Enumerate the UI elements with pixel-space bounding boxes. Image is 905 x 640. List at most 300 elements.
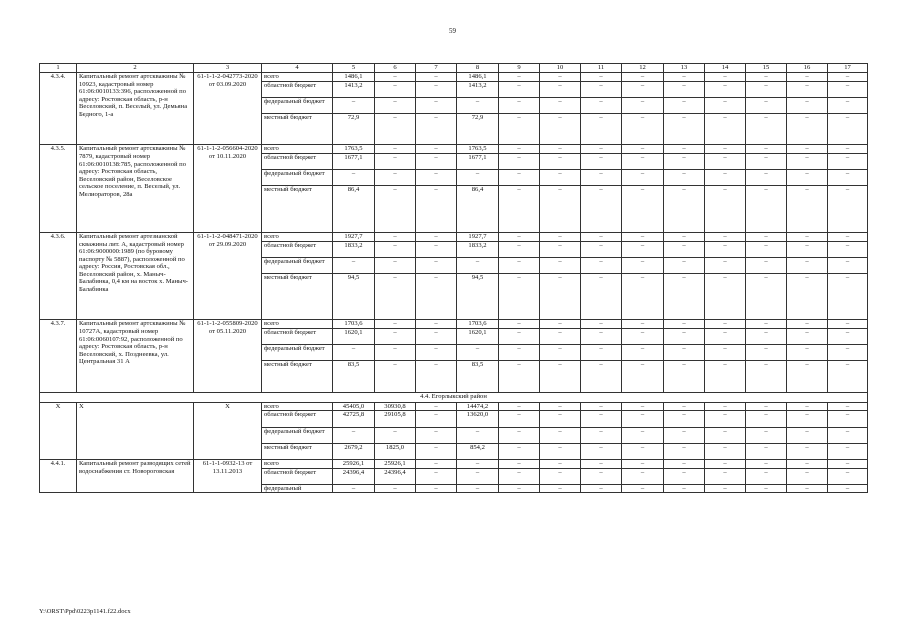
item-code: 4.3.6.	[40, 232, 77, 320]
value-cell: –	[828, 427, 868, 443]
value-cell: –	[787, 443, 828, 459]
value-cell: –	[499, 170, 540, 186]
value-cell: –	[622, 241, 664, 257]
value-cell: –	[828, 232, 868, 241]
budget-label: федеральный бюджет	[262, 170, 333, 186]
value-cell: –	[746, 460, 787, 469]
value-cell: –	[499, 443, 540, 459]
column-header: 7	[416, 64, 457, 73]
value-cell: 94,5	[333, 273, 375, 320]
value-cell: –	[828, 402, 868, 411]
value-cell: –	[705, 345, 746, 361]
value-cell: –	[828, 145, 868, 154]
value-cell: –	[540, 460, 581, 469]
value-cell: –	[416, 402, 457, 411]
value-cell: –	[499, 460, 540, 469]
value-cell: –	[828, 273, 868, 320]
value-cell: –	[705, 153, 746, 169]
value-cell: –	[622, 153, 664, 169]
value-cell: –	[622, 145, 664, 154]
value-cell: –	[828, 97, 868, 113]
value-cell: –	[664, 402, 705, 411]
value-cell: –	[457, 345, 499, 361]
value-cell: –	[622, 73, 664, 82]
column-header: 17	[828, 64, 868, 73]
value-cell: –	[664, 186, 705, 233]
value-cell: –	[499, 145, 540, 154]
value-cell: 83,5	[333, 361, 375, 392]
value-cell: 29105,8	[375, 411, 416, 427]
value-cell: –	[416, 443, 457, 459]
value-cell: –	[457, 257, 499, 273]
item-document: 61-1-1-2-042773-2020 от 03.09.2020	[194, 73, 262, 145]
value-cell: –	[499, 113, 540, 144]
value-cell: 14474,2	[457, 402, 499, 411]
value-cell: –	[581, 320, 622, 329]
value-cell: –	[828, 81, 868, 97]
value-cell: –	[787, 361, 828, 392]
value-cell: –	[375, 320, 416, 329]
value-cell: –	[375, 484, 416, 493]
value-cell: –	[664, 241, 705, 257]
value-cell: –	[787, 468, 828, 484]
value-cell: –	[416, 329, 457, 345]
value-cell: 72,9	[457, 113, 499, 144]
value-cell: –	[622, 460, 664, 469]
value-cell: –	[787, 460, 828, 469]
value-cell: –	[416, 81, 457, 97]
column-header: 1	[40, 64, 77, 73]
value-cell: 1825,0	[375, 443, 416, 459]
value-cell: –	[499, 153, 540, 169]
value-cell: –	[664, 484, 705, 493]
budget-label: федеральный бюджет	[262, 257, 333, 273]
value-cell: –	[540, 273, 581, 320]
item-description: Х	[77, 402, 194, 459]
value-cell: –	[581, 257, 622, 273]
value-cell: 25926,1	[333, 460, 375, 469]
value-cell: –	[622, 257, 664, 273]
value-cell: –	[828, 73, 868, 82]
column-header: 11	[581, 64, 622, 73]
value-cell: –	[664, 232, 705, 241]
value-cell: 1703,6	[333, 320, 375, 329]
value-cell: –	[787, 73, 828, 82]
value-cell: –	[375, 153, 416, 169]
budget-label: всего	[262, 460, 333, 469]
value-cell: –	[787, 241, 828, 257]
value-cell: –	[622, 411, 664, 427]
value-cell: –	[664, 427, 705, 443]
value-cell: –	[457, 468, 499, 484]
value-cell: 1677,1	[333, 153, 375, 169]
value-cell: –	[787, 186, 828, 233]
item-description: Капитальный ремонт артскважины № 10923, кадастровый номер 61:06:0010133:396, расположенной по адресу: Ростовская область, р-н Веселовский, п. Веселый, ул. Демьяна Бедного, 1-а	[77, 73, 194, 145]
value-cell: –	[622, 186, 664, 233]
value-cell: 1677,1	[457, 153, 499, 169]
value-cell: –	[705, 97, 746, 113]
value-cell: –	[705, 329, 746, 345]
value-cell: –	[416, 153, 457, 169]
value-cell: –	[540, 320, 581, 329]
funding-table	[39, 63, 868, 493]
value-cell: –	[787, 427, 828, 443]
value-cell: –	[375, 170, 416, 186]
value-cell: 1763,5	[457, 145, 499, 154]
value-cell: –	[540, 241, 581, 257]
column-header: 3	[194, 64, 262, 73]
value-cell: –	[581, 73, 622, 82]
value-cell: –	[416, 241, 457, 257]
value-cell: –	[664, 145, 705, 154]
value-cell: –	[581, 402, 622, 411]
column-header: 5	[333, 64, 375, 73]
value-cell: 24396,4	[333, 468, 375, 484]
value-cell: –	[746, 273, 787, 320]
item-description: Капитальный ремонт артскважины № 10727А, кадастровый номер 61:06:0060107:92, расположенной по адресу: Ростовская область, р-н Веселовский, х. Позднеевка, ул. Центральная 31 А	[77, 320, 194, 392]
budget-label: федеральный бюджет	[262, 427, 333, 443]
value-cell: –	[416, 468, 457, 484]
value-cell: 42725,8	[333, 411, 375, 427]
page-number: 59	[449, 27, 456, 35]
value-cell: 1413,2	[333, 81, 375, 97]
value-cell: –	[664, 113, 705, 144]
value-cell: –	[416, 345, 457, 361]
budget-label: всего	[262, 145, 333, 154]
value-cell: –	[622, 427, 664, 443]
value-cell: –	[499, 186, 540, 233]
table-row	[40, 145, 868, 154]
value-cell: –	[540, 145, 581, 154]
value-cell: –	[499, 257, 540, 273]
item-document: 61-1-1-2-048471-2020 от 29.09.2020	[194, 232, 262, 320]
column-header: 4	[262, 64, 333, 73]
value-cell: –	[787, 113, 828, 144]
value-cell: –	[540, 81, 581, 97]
value-cell: 1486,1	[457, 73, 499, 82]
value-cell: –	[746, 73, 787, 82]
column-header: 10	[540, 64, 581, 73]
column-header: 14	[705, 64, 746, 73]
value-cell: –	[375, 361, 416, 392]
value-cell: –	[828, 186, 868, 233]
value-cell: –	[416, 232, 457, 241]
value-cell: –	[416, 411, 457, 427]
value-cell: –	[828, 345, 868, 361]
value-cell: –	[622, 273, 664, 320]
budget-label: федеральный бюджет	[262, 97, 333, 113]
budget-label: местный бюджет	[262, 443, 333, 459]
value-cell: –	[622, 329, 664, 345]
value-cell: –	[333, 257, 375, 273]
value-cell: –	[622, 320, 664, 329]
budget-label: местный бюджет	[262, 273, 333, 320]
value-cell: –	[540, 427, 581, 443]
value-cell: 1620,1	[457, 329, 499, 345]
budget-label: всего	[262, 402, 333, 411]
value-cell: –	[787, 484, 828, 493]
value-cell: –	[499, 320, 540, 329]
value-cell: –	[457, 170, 499, 186]
value-cell: –	[416, 320, 457, 329]
value-cell: –	[664, 73, 705, 82]
budget-label: областной бюджет	[262, 411, 333, 427]
value-cell: –	[705, 484, 746, 493]
value-cell: –	[581, 97, 622, 113]
value-cell: –	[581, 411, 622, 427]
value-cell: –	[581, 329, 622, 345]
value-cell: –	[416, 97, 457, 113]
value-cell: 13620,0	[457, 411, 499, 427]
item-description: Капитальный ремонт разводящих сетей водоснабжения ст. Новороговская	[77, 460, 194, 493]
value-cell: –	[581, 273, 622, 320]
column-header: 9	[499, 64, 540, 73]
column-header: 2	[77, 64, 194, 73]
value-cell: –	[664, 345, 705, 361]
value-cell: –	[499, 232, 540, 241]
value-cell: –	[457, 484, 499, 493]
value-cell: –	[375, 329, 416, 345]
value-cell: –	[787, 232, 828, 241]
value-cell: –	[581, 460, 622, 469]
value-cell: –	[746, 402, 787, 411]
value-cell: –	[746, 153, 787, 169]
value-cell: 24396,4	[375, 468, 416, 484]
value-cell: –	[664, 361, 705, 392]
value-cell: –	[540, 345, 581, 361]
value-cell: –	[375, 232, 416, 241]
item-document: Х	[194, 402, 262, 459]
value-cell: –	[746, 145, 787, 154]
value-cell: –	[375, 186, 416, 233]
value-cell: –	[664, 460, 705, 469]
value-cell: 1833,2	[333, 241, 375, 257]
value-cell: 2679,2	[333, 443, 375, 459]
value-cell: –	[333, 484, 375, 493]
value-cell: –	[746, 411, 787, 427]
item-description: Капитальный ремонт артскважины № 7879, кадастровый номер 61:06:0010138:785, расположенной по адресу: Ростовская область, Веселовский район, Веселовское сельское поселение, п. Веселый, ул. Мелиораторов, 28а	[77, 145, 194, 233]
value-cell: –	[540, 443, 581, 459]
value-cell: 83,5	[457, 361, 499, 392]
value-cell: –	[416, 170, 457, 186]
value-cell: –	[705, 460, 746, 469]
value-cell: –	[828, 170, 868, 186]
value-cell: 1486,1	[333, 73, 375, 82]
value-cell: –	[746, 443, 787, 459]
budget-label: местный бюджет	[262, 186, 333, 233]
value-cell: –	[581, 232, 622, 241]
value-cell: –	[828, 113, 868, 144]
value-cell: –	[375, 73, 416, 82]
value-cell: –	[416, 113, 457, 144]
item-document: 61-1-1-2-056604-2020 от 10.11.2020	[194, 145, 262, 233]
value-cell: –	[705, 170, 746, 186]
item-document: 61-1-1-2-055809-2020 от 05.11.2020	[194, 320, 262, 392]
value-cell: –	[416, 460, 457, 469]
value-cell: –	[705, 361, 746, 392]
value-cell: –	[540, 232, 581, 241]
value-cell: –	[499, 345, 540, 361]
value-cell: –	[664, 329, 705, 345]
value-cell: –	[664, 273, 705, 320]
item-document: 61-1-1-0932-13 от 13.11.2013	[194, 460, 262, 493]
value-cell: –	[581, 113, 622, 144]
budget-label: федеральный	[262, 484, 333, 493]
column-header: 13	[664, 64, 705, 73]
value-cell: –	[787, 402, 828, 411]
item-code: 4.3.4.	[40, 73, 77, 145]
value-cell: –	[787, 411, 828, 427]
value-cell: –	[499, 427, 540, 443]
value-cell: –	[705, 145, 746, 154]
column-header: 15	[746, 64, 787, 73]
value-cell: –	[540, 170, 581, 186]
value-cell: –	[499, 361, 540, 392]
value-cell: –	[581, 186, 622, 233]
value-cell: –	[540, 361, 581, 392]
budget-label: областной бюджет	[262, 81, 333, 97]
value-cell: –	[828, 320, 868, 329]
value-cell: –	[540, 411, 581, 427]
budget-label: всего	[262, 73, 333, 82]
value-cell: –	[746, 468, 787, 484]
item-code: Х	[40, 402, 77, 459]
value-cell: 1413,2	[457, 81, 499, 97]
value-cell: –	[746, 345, 787, 361]
value-cell: –	[705, 411, 746, 427]
value-cell: –	[375, 81, 416, 97]
value-cell: –	[746, 484, 787, 493]
value-cell: –	[540, 402, 581, 411]
value-cell: –	[664, 153, 705, 169]
value-cell: –	[664, 320, 705, 329]
value-cell: –	[581, 241, 622, 257]
value-cell: –	[416, 484, 457, 493]
value-cell: –	[581, 484, 622, 493]
value-cell: –	[705, 232, 746, 241]
value-cell: 1620,1	[333, 329, 375, 345]
value-cell: 86,4	[333, 186, 375, 233]
value-cell: –	[787, 170, 828, 186]
value-cell: –	[375, 113, 416, 144]
value-cell: –	[746, 427, 787, 443]
table-row	[40, 232, 868, 241]
table-row	[40, 402, 868, 411]
value-cell: 1927,7	[457, 232, 499, 241]
footer-file-path: Y:\ORST\Ppd\0223p1141.f22.docx	[39, 608, 131, 615]
value-cell: –	[416, 361, 457, 392]
value-cell: –	[705, 186, 746, 233]
value-cell: –	[828, 443, 868, 459]
value-cell: –	[664, 411, 705, 427]
value-cell: –	[416, 427, 457, 443]
budget-label: областной бюджет	[262, 241, 333, 257]
section-row	[40, 392, 868, 402]
value-cell: –	[457, 427, 499, 443]
budget-label: областной бюджет	[262, 468, 333, 484]
budget-label: областной бюджет	[262, 153, 333, 169]
value-cell: 72,9	[333, 113, 375, 144]
value-cell: –	[828, 257, 868, 273]
value-cell: 1703,6	[457, 320, 499, 329]
item-code: 4.4.1.	[40, 460, 77, 493]
value-cell: 86,4	[457, 186, 499, 233]
value-cell: –	[333, 345, 375, 361]
value-cell: –	[457, 97, 499, 113]
header-row	[40, 64, 868, 73]
value-cell: –	[375, 427, 416, 443]
value-cell: –	[828, 241, 868, 257]
value-cell: –	[828, 411, 868, 427]
value-cell: –	[581, 345, 622, 361]
value-cell: –	[787, 273, 828, 320]
value-cell: –	[828, 468, 868, 484]
value-cell: –	[499, 411, 540, 427]
value-cell: –	[746, 361, 787, 392]
value-cell: –	[581, 153, 622, 169]
value-cell: 1927,7	[333, 232, 375, 241]
value-cell: –	[705, 443, 746, 459]
value-cell: –	[746, 257, 787, 273]
table-row	[40, 73, 868, 82]
budget-label: всего	[262, 232, 333, 241]
value-cell: –	[787, 97, 828, 113]
value-cell: –	[375, 273, 416, 320]
value-cell: 1763,5	[333, 145, 375, 154]
value-cell: –	[540, 97, 581, 113]
budget-label: федеральный бюджет	[262, 345, 333, 361]
value-cell: –	[787, 320, 828, 329]
value-cell: –	[705, 468, 746, 484]
value-cell: –	[622, 170, 664, 186]
value-cell: –	[540, 484, 581, 493]
value-cell: –	[705, 427, 746, 443]
value-cell: –	[499, 73, 540, 82]
value-cell: –	[746, 113, 787, 144]
value-cell: –	[540, 329, 581, 345]
value-cell: –	[540, 73, 581, 82]
column-header: 16	[787, 64, 828, 73]
value-cell: –	[705, 81, 746, 97]
value-cell: 45405,0	[333, 402, 375, 411]
value-cell: –	[375, 345, 416, 361]
value-cell: –	[333, 97, 375, 113]
value-cell: –	[828, 153, 868, 169]
value-cell: –	[746, 232, 787, 241]
value-cell: –	[499, 241, 540, 257]
value-cell: –	[581, 145, 622, 154]
column-header: 8	[457, 64, 499, 73]
value-cell: –	[540, 257, 581, 273]
value-cell: –	[746, 170, 787, 186]
value-cell: –	[664, 170, 705, 186]
value-cell: –	[581, 170, 622, 186]
value-cell: –	[622, 113, 664, 144]
value-cell: 854,2	[457, 443, 499, 459]
value-cell: –	[664, 468, 705, 484]
value-cell: –	[581, 468, 622, 484]
value-cell: –	[540, 153, 581, 169]
budget-label: областной бюджет	[262, 329, 333, 345]
value-cell: –	[457, 460, 499, 469]
value-cell: –	[828, 361, 868, 392]
value-cell: –	[746, 81, 787, 97]
value-cell: –	[581, 361, 622, 392]
value-cell: –	[622, 232, 664, 241]
value-cell: –	[333, 427, 375, 443]
value-cell: –	[705, 257, 746, 273]
value-cell: –	[375, 241, 416, 257]
